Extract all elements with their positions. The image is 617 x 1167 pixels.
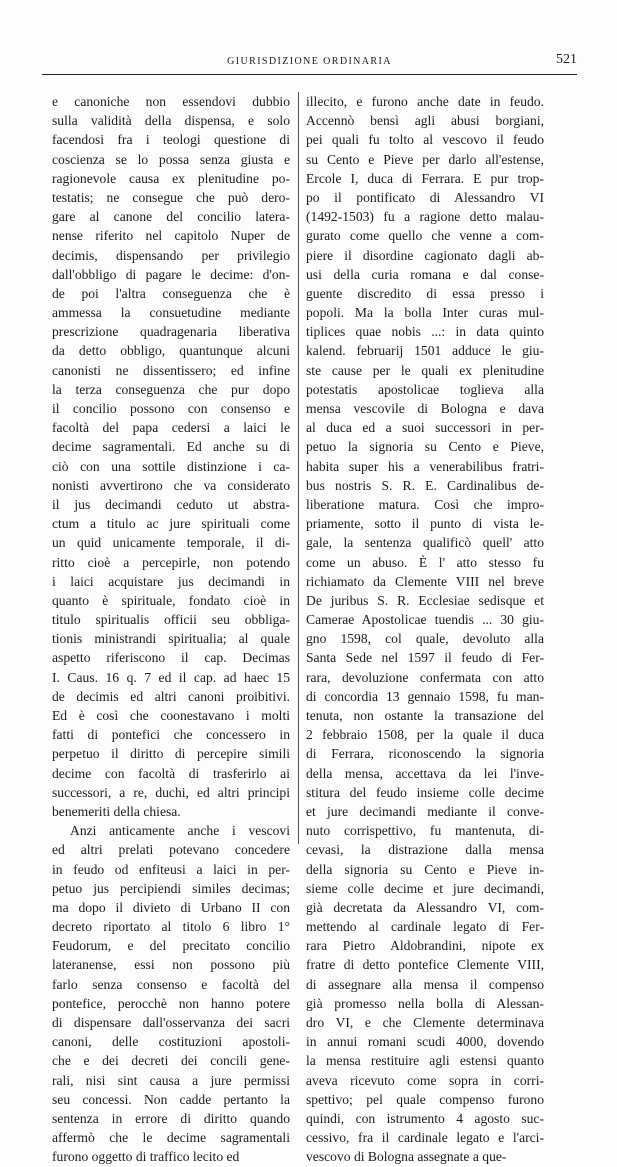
text-line: come un abuso. È l' atto stesso fu (306, 554, 544, 570)
text-line: illecito, e furono anche date in feudo. (306, 94, 544, 109)
text-line: benemeriti della chiesa. (52, 803, 181, 819)
text-line: quindi, con istrumento 4 agosto suc- (306, 1110, 544, 1126)
text-line: lateranense, essi non possono più (52, 957, 290, 973)
text-line: liberatione matura. Così che impro- (306, 496, 544, 512)
text-line: canoni, delle costituzioni apostoli- (52, 1034, 290, 1050)
text-line: ctum a titulo ac jure spirituali come (52, 516, 290, 532)
text-line: po il pontificato di Alessandro VI (306, 189, 544, 205)
text-line: sieme colle decime et jure decimandi, (306, 880, 544, 896)
text-line: testatis; ne consegue che può dero- (52, 189, 290, 205)
text-line: aspetto riferiscono il cap. Decimas (52, 650, 290, 666)
text-line: spettivo; pel quale compenso furono (306, 1091, 544, 1107)
text-line: 2 febbraio 1508, per la quale il duca (306, 727, 544, 743)
text-line: facoltà del papa cedersi a laici le (52, 420, 290, 436)
text-line: ed altri prelati potevano concedere (52, 842, 290, 858)
text-line: cevasi, la distrazione dalla mensa (306, 842, 544, 858)
text-line: Anzi anticamente anche i vescovi (70, 823, 290, 839)
text-line: di assegnare alla mensa il compenso (306, 976, 544, 992)
text-line: ragionevole causa ex plenitudine po- (52, 170, 290, 186)
text-line: della signoria su Cento e Pieve in- (306, 861, 544, 877)
text-line: dro VI, e che Clemente determinava (306, 1015, 544, 1030)
text-line: tenuta, non ostante la transazione del (306, 708, 544, 723)
text-line: ste cause per le quali ex plenitudine (306, 362, 544, 378)
text-line: bus nostris S. R. E. Cardinalibus de- (306, 477, 544, 493)
text-line: mettendo al cardinale legato di Fer- (306, 919, 544, 935)
text-line: i laici acquistare jus decimandi in (52, 573, 290, 589)
text-line: pei quali fu tolto al vescovo il feudo (306, 132, 544, 148)
text-line: sulla validità della dispensa, e solo (52, 113, 290, 129)
text-line: (1492-1503) fu a ragione detto malau- (306, 209, 544, 225)
text-line: Ercole I, duca di Ferrara. E pur trop- (306, 170, 544, 186)
text-line: habita super his a venerabilibus fratri- (306, 458, 544, 474)
text-line: prescrizione quadragenaria liberativa (52, 324, 290, 340)
header-rule (42, 74, 577, 75)
text-line: richiamato da Clemente VIII nel breve (306, 573, 544, 589)
text-line: facendosi fra i teologi questione di (52, 132, 290, 148)
text-line: de decimis ed altri canoni proibitivi. (52, 688, 290, 704)
text-line: guente discredito di essa presso i (306, 285, 544, 301)
text-line: il concilio possono con consenso e (52, 401, 290, 416)
text-line: mensa vescovile di Bologna e dava (306, 401, 544, 416)
text-line: il jus decimandi ceduto ut abstra- (52, 496, 290, 512)
text-line: della mensa, accettava da lei l'inve- (306, 765, 544, 781)
running-title: GIURISDIZIONE ORDINARIA (227, 56, 392, 67)
text-line: usi della curia romana e dal conse- (306, 266, 544, 282)
text-line: nuto corrispettivo, fu mantenuta, di- (306, 823, 544, 839)
text-line: farlo senza consenso e facoltà del (52, 976, 290, 992)
text-line: al duca ed a suoi successori in per- (306, 420, 544, 436)
text-line: perpetuo il diritto di percepire simili (52, 746, 290, 762)
text-line: da detto obbligo, quantunque alcuni (52, 343, 290, 359)
left-column (52, 92, 290, 1167)
text-line: tionis ministrandi spiritualia; al quale (52, 631, 290, 647)
text-line: Santa Sede nel 1597 il feudo di Fer- (306, 650, 544, 666)
text-line: I. Caus. 16 q. 7 ed il cap. ad haec 15 (52, 669, 290, 685)
text-line: fatti di pontefici che concessero in (52, 727, 290, 743)
text-line: fratre di detto pontefice Clemente VIII, (306, 957, 544, 973)
text-line: Feudorum, e del precitato concilio (52, 938, 290, 954)
text-line: quanto è spirituale, fondato cioè in (52, 592, 290, 608)
text-line: petuo la signoria su Cento e Pieve, (306, 439, 544, 455)
text-line: di Ferrara, riconoscendo la signoria (306, 746, 544, 762)
text-line: gare al canone del concilio latera- (52, 209, 290, 225)
text-line: Camerae Apostolicae tuendis ... 30 giu- (306, 612, 544, 628)
text-line: stitura del feudo insieme colle decime (306, 784, 544, 800)
text-line: seu concessi. Non cadde pertanto la (52, 1091, 290, 1107)
running-header (42, 52, 577, 70)
text-line: decreto riportato al titolo 6 libro 1° (52, 919, 290, 935)
text-line: tiplices quae nobis ...: in data quinto (306, 324, 544, 340)
text-line: furono oggetto di traffico lecito ed (52, 1149, 240, 1165)
text-line: aveva ricevuto come sopra in corri- (306, 1072, 544, 1088)
text-line: già decretata da Alessandro VI, com- (306, 899, 544, 915)
text-line: coscienza se lo possa senza giusta e (52, 151, 290, 167)
text-line: su Cento e Pieve per darlo all'estense, (306, 151, 544, 167)
text-line: cessivo, fra il cardinale legato e l'arci- (306, 1130, 544, 1146)
text-line: gurato come quello che venne a com- (306, 228, 544, 244)
text-line: affermò che le decime sagramentali (52, 1130, 290, 1146)
text-line: ciò con una sottile distinzione i ca- (52, 458, 290, 474)
text-line: pontefice, perocchè non hanno potere (52, 995, 290, 1011)
text-line: rali, nisi sint causa a jure permissi (52, 1072, 290, 1088)
text-line: canonisti ne dissentissero; ed infine (52, 362, 290, 378)
text-line: successori, a re, duchi, ed altri principi (52, 784, 290, 800)
text-line: di concordia 13 gennaio 1598, fu man- (306, 688, 544, 704)
text-line: et jure decimandi mediante il conve- (306, 803, 544, 819)
text-line: gno 1598, col quale, devoluto alla (306, 631, 544, 647)
text-line: de poi l'altra conseguenza che è (52, 285, 290, 301)
text-line: in feudo od enfiteusi a laici in per- (52, 861, 290, 877)
text-line: priamente, sotto il punto di vista le- (306, 516, 544, 532)
text-line: nonisti avvertirono che va considerato (52, 477, 290, 493)
text-line: Accennò bensì agli abusi borgiani, (306, 113, 544, 129)
text-line: popoli. Ma la bolla Inter curas mul- (306, 305, 544, 321)
text-line: piere il disordine cagionato dagli ab- (306, 247, 544, 263)
text-line: titulo spiritualis officii seu obbliga- (52, 612, 290, 628)
text-line: sentenza in errore di diritto quando (52, 1110, 290, 1126)
text-line: rara Pietro Aldobrandini, nipote ex (306, 938, 544, 954)
text-line: ritto cioè a percepirle, non potendo (52, 554, 290, 570)
text-line: Ed è così che coonestavano i molti (52, 708, 290, 723)
text-line: decimis, dispensando per privilegio (52, 247, 290, 263)
text-line: petuo jus percipiendi similes decimas; (52, 880, 290, 896)
column-divider (298, 92, 299, 844)
text-line: e canoniche non essendovi dubbio (52, 94, 290, 109)
text-line: un quid unicamente temporale, il di- (52, 535, 290, 551)
text-line: la terza conseguenza che pur dopo (52, 381, 290, 397)
text-line: ammessa la consuetudine mediante (52, 305, 290, 321)
text-line: che e dei decreti dei concili gene- (52, 1053, 290, 1069)
text-line: potestatis apostolicae toglieva alla (306, 381, 544, 397)
text-line: nense riferito nel capitolo Nuper de (52, 228, 290, 244)
page-number: 521 (556, 52, 577, 67)
text-line: vescovo di Bologna assegnate a que- (306, 1149, 507, 1165)
text-line: la mensa restituire agli estensi quanto (306, 1053, 544, 1069)
text-line: di dispensare dall'osservanza dei sacri (52, 1015, 290, 1030)
text-line: decime con facoltà di trasferirlo ai (52, 765, 290, 781)
text-line: kalend. februarij 1501 adduce le giu- (306, 343, 544, 359)
text-line: gale, la sentenza qualificò quell' atto (306, 535, 544, 551)
text-line: già promesso nella bolla di Alessan- (306, 995, 544, 1011)
text-line: De juribus S. R. Ecclesiae sedisque et (306, 592, 544, 608)
text-line: dall'obbligo di pagare le decime: d'on- (52, 266, 290, 282)
right-column (306, 92, 544, 1167)
text-line: in annui romani scudi 4000, dovendo (306, 1034, 544, 1050)
text-line: ma dopo il divieto di Urbano II con (52, 899, 290, 915)
text-line: decime sagramentali. Ed anche su di (52, 439, 290, 455)
text-line: rara, devoluzione confermata con atto (306, 669, 544, 685)
